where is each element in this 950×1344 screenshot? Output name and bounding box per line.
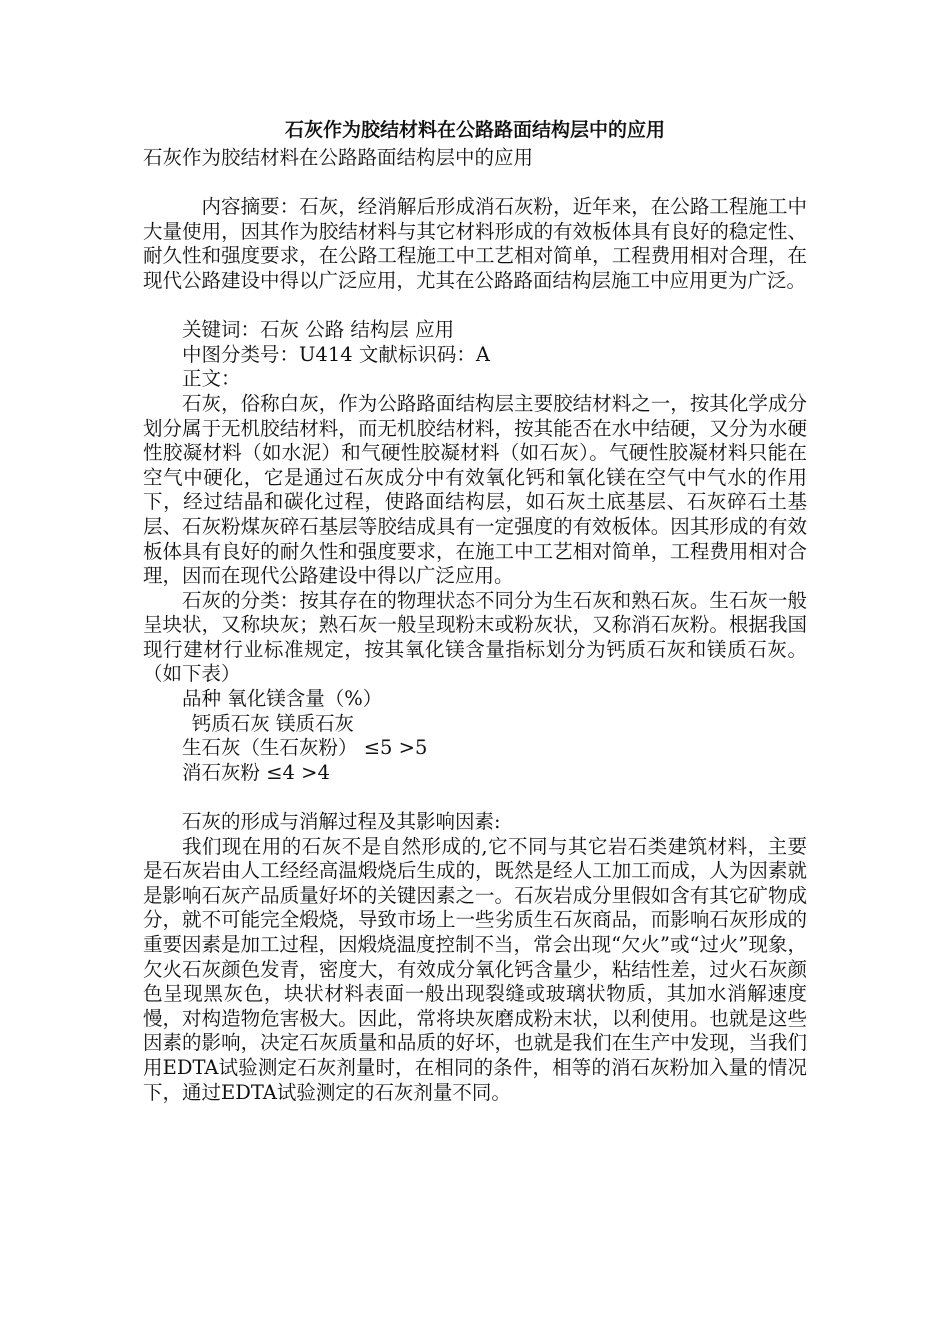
table-row-slaked-lime: 消石灰粉 ≤4 >4 — [182, 760, 330, 784]
body-paragraph-3: 我们现在用的石灰不是自然形成的,它不同与其它岩石类建筑材料，主要是石灰岩由人工经经高温煅烧后生成的，既然是经人工加工而成，人为因素就是影响石灰产品质量好坏的关键因素之一。石灰岩成分里假如含有其它矿物成分，就不可能完全煅烧，导致市场上一些劣质生石灰商品，而影响石灰形成的重要因素是加工过程，因煅烧温度控制不当，常会出现“欠火”或“过火”现象，欠火石灰颜色发青，密度大，有效成分氧化钙含量少，粘结性差，过火石灰颜色呈现黑灰色，块状材料表面一般出现裂缝或玻璃状物质，其加水消解速度慢，对构造物危害极大。因此，常将块灰磨成粉末状，以利使用。也就是这些因素的影响，决定石灰质量和品质的好坏，也就是我们在生产中发现，当我们用EDTA试验测定石灰剂量时，在相同的条件，相等的消石灰粉加入量的情况下，通过EDTA试验测定的石灰剂量不同。 — [143, 834, 807, 1104]
body-paragraph-2: 石灰的分类：按其存在的物理状态不同分为生石灰和熟石灰。生石灰一般呈块状，又称块灰；熟石灰一般呈现粉末或粉灰状，又称消石灰粉。根据我国现行建材行业标准规定，按其氧化镁含量指标划分为钙质石灰和镁质石灰。（如下表） — [143, 588, 807, 686]
body-paragraph-1: 石灰，俗称白灰，作为公路路面结构层主要胶结材料之一，按其化学成分划分属于无机胶结材料，而无机胶结材料，按其能否在水中结硬，又分为水硬性胶凝材料（如水泥）和气硬性胶凝材料（如石灰）。气硬性胶凝材料只能在空气中硬化，它是通过石灰成分中有效氧化钙和氧化镁在空气中气水的作用下，经过结晶和碳化过程，使路面结构层，如石灰土底基层、石灰碎石土基层、石灰粉煤灰碎石基层等胶结成具有一定强度的有效板体。因其形成的有效板体具有良好的耐久性和强度要求，在施工中工艺相对简单，工程费用相对合理，因而在现代公路建设中得以广泛应用。 — [143, 391, 807, 588]
blank-line — [143, 785, 807, 810]
document-title: 石灰作为胶结材料在公路路面结构层中的应用 — [284, 119, 665, 141]
body-label: 正文： — [182, 367, 241, 391]
document-subtitle: 石灰作为胶结材料在公路路面结构层中的应用 — [143, 146, 534, 169]
blank-line — [143, 171, 807, 196]
abstract-paragraph: 内容摘要：石灰，经消解后形成消石灰粉，近年来，在公路工程施工中大量使用，因其作为胶结材料与其它材料形成的有效板体具有良好的稳定性、耐久性和强度要求，在公路工程施工中工艺相对简单，工程费用相对合理，在现代公路建设中得以广泛应用，尤其在公路路面结构层施工中应用更为广泛。 — [143, 195, 807, 292]
keywords-line: 关键词：石灰 公路 结构层 应用 — [182, 318, 455, 342]
table-row-quicklime: 生石灰（生石灰粉） ≤5 >5 — [182, 736, 428, 760]
document-page — [143, 118, 807, 1105]
blank-line — [143, 294, 807, 319]
classification-line: 中图分类号：U414 文献标识码：A — [182, 342, 490, 366]
table-subheader-row: 钙质石灰 镁质石灰 — [191, 711, 354, 735]
table-header-row: 品种 氧化镁含量（%） — [182, 687, 383, 711]
section-heading: 石灰的形成与消解过程及其影响因素: — [182, 810, 501, 834]
